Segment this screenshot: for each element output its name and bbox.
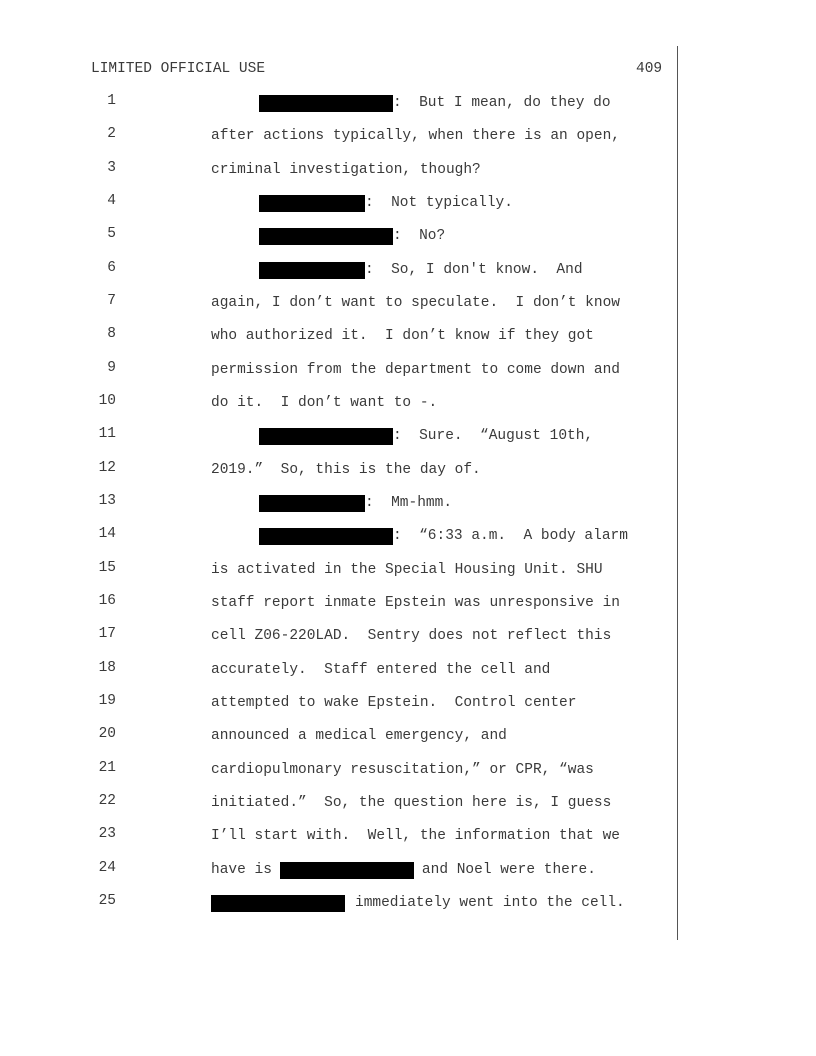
- line-text: [259, 493, 452, 513]
- line-text: [259, 93, 611, 113]
- line-number: 21: [98, 760, 116, 776]
- transcript-line: [0, 193, 816, 213]
- line-text: initiated.” So, the question here is, I guess: [211, 795, 612, 811]
- transcript-line: [0, 226, 816, 246]
- transcript-line: [0, 126, 816, 146]
- line-text-after: immediately went into the cell.: [355, 895, 625, 911]
- transcript-line: [0, 626, 816, 646]
- redaction-block: [259, 95, 393, 112]
- line-text: [211, 893, 625, 913]
- redaction-block: [280, 862, 414, 879]
- transcript-line: [0, 260, 816, 280]
- transcript-line: [0, 793, 816, 813]
- line-text: [259, 260, 583, 280]
- transcript-line: [0, 526, 816, 546]
- line-text-before: have is: [211, 862, 272, 878]
- line-number: 11: [98, 426, 116, 442]
- line-number: 15: [98, 560, 116, 576]
- transcript-line: [0, 593, 816, 613]
- line-text: cardiopulmonary resuscitation,” or CPR, “was: [211, 762, 594, 778]
- transcript-line: [0, 760, 816, 780]
- line-number: 9: [107, 360, 116, 376]
- line-text: [259, 426, 593, 446]
- redaction-block: [259, 528, 393, 545]
- line-text: criminal investigation, though?: [211, 162, 481, 178]
- redaction-block: [259, 495, 365, 512]
- line-text: 2019.” So, this is the day of.: [211, 462, 481, 478]
- classification-header: LIMITED OFFICIAL USE: [91, 61, 266, 77]
- line-number: 14: [98, 526, 116, 542]
- redaction-block: [259, 228, 393, 245]
- transcript-line: [0, 493, 816, 513]
- line-number: 12: [98, 460, 116, 476]
- line-text-after: : So, I don't know. And: [365, 262, 583, 278]
- transcript-line: [0, 293, 816, 313]
- line-text: who authorized it. I don’t know if they got: [211, 328, 594, 344]
- transcript-line: [0, 693, 816, 713]
- transcript-line: [0, 393, 816, 413]
- line-text-after: : Sure. “August 10th,: [393, 428, 594, 444]
- line-text: [259, 526, 628, 546]
- line-text-after: and Noel were there.: [421, 862, 596, 878]
- line-number: 25: [98, 893, 116, 909]
- line-number: 5: [107, 226, 116, 242]
- line-number: 7: [107, 293, 116, 309]
- line-number: 23: [98, 826, 116, 842]
- transcript-line: [0, 893, 816, 913]
- line-text: announced a medical emergency, and: [211, 728, 507, 744]
- redaction-block: [259, 195, 365, 212]
- line-number: 6: [107, 260, 116, 276]
- line-number: 8: [107, 326, 116, 342]
- transcript-line: [0, 360, 816, 380]
- line-text: do it. I don’t want to -.: [211, 395, 438, 411]
- line-number: 19: [98, 693, 116, 709]
- line-text: again, I don’t want to speculate. I don’t know: [211, 295, 620, 311]
- transcript-line: [0, 660, 816, 680]
- line-number: 13: [98, 493, 116, 509]
- transcript-line: [0, 326, 816, 346]
- redaction-block: [259, 428, 393, 445]
- line-number: 17: [98, 626, 116, 642]
- line-text: is activated in the Special Housing Unit. SHU: [211, 562, 603, 578]
- line-number: 24: [98, 860, 116, 876]
- line-text: I’ll start with. Well, the information that we: [211, 828, 620, 844]
- line-text-after: : “6:33 a.m. A body alarm: [393, 528, 628, 544]
- transcript-line: [0, 726, 816, 746]
- line-number: 4: [107, 193, 116, 209]
- line-text: cell Z06-220LAD. Sentry does not reflect this: [211, 628, 612, 644]
- line-number: 20: [98, 726, 116, 742]
- transcript-line: [0, 93, 816, 113]
- line-text: [259, 193, 513, 213]
- line-text-after: : But I mean, do they do: [393, 95, 611, 111]
- line-text: [211, 860, 596, 880]
- line-number: 1: [107, 93, 116, 109]
- line-text: permission from the department to come down and: [211, 362, 620, 378]
- transcript-line: [0, 426, 816, 446]
- line-number: 18: [98, 660, 116, 676]
- transcript-line: [0, 826, 816, 846]
- transcript-line: [0, 860, 816, 880]
- redaction-block: [211, 895, 345, 912]
- line-text-after: : No?: [393, 228, 446, 244]
- line-text-after: : Not typically.: [365, 195, 513, 211]
- line-number: 3: [107, 160, 116, 176]
- line-text-after: : Mm-hmm.: [365, 495, 453, 511]
- line-number: 16: [98, 593, 116, 609]
- line-text: after actions typically, when there is an open,: [211, 128, 620, 144]
- line-text: [259, 226, 445, 246]
- transcript-line: [0, 160, 816, 180]
- line-text: attempted to wake Epstein. Control center: [211, 695, 577, 711]
- line-number: 22: [98, 793, 116, 809]
- page-number: 409: [636, 61, 663, 77]
- line-number: 10: [98, 393, 116, 409]
- line-number: 2: [107, 126, 116, 142]
- line-text: staff report inmate Epstein was unresponsive in: [211, 595, 620, 611]
- line-text: accurately. Staff entered the cell and: [211, 662, 551, 678]
- transcript-line: [0, 560, 816, 580]
- transcript-line: [0, 460, 816, 480]
- redaction-block: [259, 262, 365, 279]
